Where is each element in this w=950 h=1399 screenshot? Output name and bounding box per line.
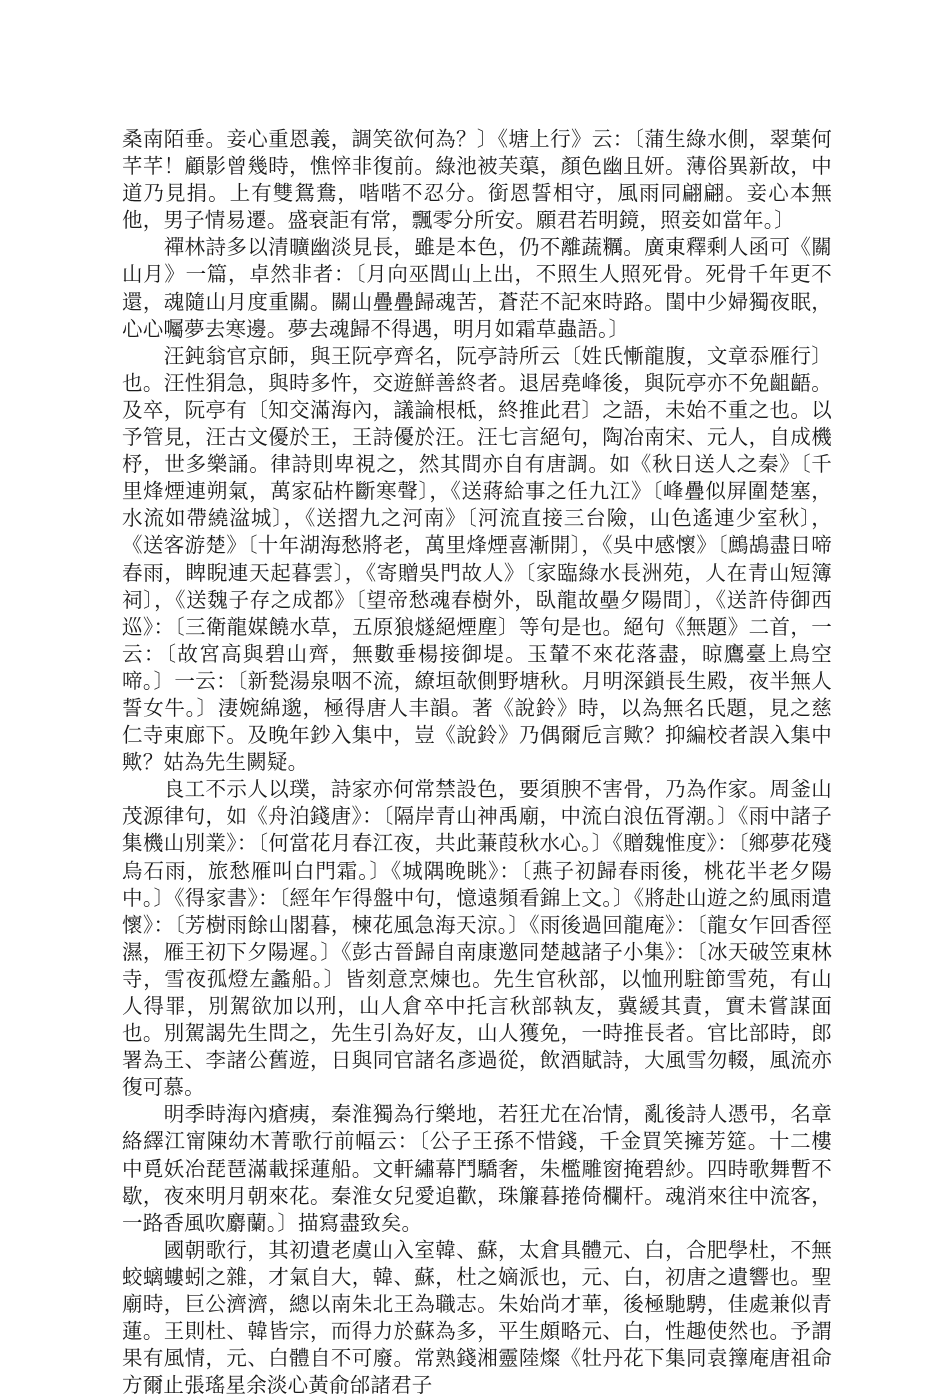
paragraph-2: 禪林詩多以清曠幽淡見長，雖是本色，仍不離蔬糲。廣東釋剩人函可《關山月》一篇，卓然非者：〔月向巫閭山上出，不照生人照死骨。死骨千年更不還，魂隨山月度重關。關山疊疊歸魂苦，蒼茫不記來時路。閨中少婦獨夜眠，心心囑夢去寒邊。夢去魂歸不得遇，明月如霜草蟲語。〕 [122, 235, 832, 341]
paragraph-5: 明季時海內瘡痍，秦淮獨為行樂地，若狂尤在冶情，亂後詩人憑弔，名章絡繹江甯陳幼木菁歌行前幅云：〔公子王孫不惜錢，千金買笑擁芳筵。十二樓中覓妖冶琵琶滿載採蓮船。文軒繡幕鬥驕奢，朱檻雕窗掩碧紗。四時歌舞暫不歇，夜來明月朝來花。秦淮女兒愛追歡，珠簾暮捲倚欄杆。魂消來往中流客，一路香風吹麝蘭。〕描寫盡致矣。 [122, 1102, 832, 1235]
paragraph-4: 良工不示人以璞，詩家亦何常禁設色，要須腴不害骨，乃為作家。周釜山茂源律句，如《舟泊錢唐》：〔隔岸青山神禹廟，中流白浪伍胥潮。〕《雨中諸子集機山別業》：〔何當花月春江夜，共此蒹葭秋水心。〕《贈魏惟度》：〔鄉夢花殘烏石雨，旅愁雁叫白門霜。〕《城隅晚眺》：〔燕子初歸春雨後，桃花半老夕陽中。〕《得家書》：〔經年乍得盤中句，憶遠頻看錦上文。〕《將赴山遊之約風雨遣懷》：〔芳樹雨餘山閣暮，楝花風急海天涼。〕《雨後過回龍庵》：〔龍女乍回香徑濕，雁王初下夕陽遲。〕《彭古晉歸自南康邀同楚越諸子小集》：〔冰天破笠東林寺，雪夜孤燈左蠡船。〕皆刻意烹煉也。先生官秋部，以恤刑駐節雪苑，有山人得罪，別駕欲加以刑，山人倉卒中托言秋部執友，冀緩其責，實未嘗謀面也。別駕謁先生問之，先生引為好友，山人獲免，一時推長者。官比部時，郎署為王、李諸公舊遊，日與同官諸名彥過從，飲酒賦詩，大風雪勿輟，風流亦復可慕。 [122, 777, 832, 1100]
paragraph-6: 國朝歌行，其初遺老虞山入室韓、蘇，太倉具體元、白，合肥學杜，不無蛟螭螻蚓之雜，才氣自大，韓、蘇，杜之嫡派也，元、白，初唐之遺響也。聖廟時，巨公濟濟，總以南朱北王為職志。朱始尚才華，後極馳騁，佳處兼似青蓮。王則杜、韓皆宗，而得力於蘇為多，平生頗略元、白，性趣使然也。予謂果有風情，元、白體自不可廢。常熟錢湘靈陸燦《牡丹花下集同袁籜庵唐祖命方爾止張瑤星余淡心黃俞邰諸君子 [122, 1237, 832, 1398]
page-body [122, 126, 832, 1399]
paragraph-1: 桑南陌垂。妾心重恩義，調笑欲何為？〕《塘上行》云：〔蒲生綠水側，翠葉何芊芊！顧影曾幾時，憔悴非復前。綠池被芙蕖，顏色幽且妍。薄俗異新故，中道乃見捐。上有雙鴛鴦，喈喈不忍分。銜恩誓相守，風雨同翩翩。妾心本無他，男子情易遷。盛衰詎有常，飄零分所安。願君若明鏡，照妾如當年。〕 [122, 127, 832, 233]
paragraph-3: 汪鈍翁官京師，與王阮亭齊名，阮亭詩所云〔姓氏慚龍腹，文章忝雁行〕也。汪性狷急，與時多忤，交遊鮮善終者。退居堯峰後，與阮亭亦不免齟齬。及卒，阮亭有〔知交滿海內，議論根柢，終推此君〕之語，未始不重之也。以予管見，汪古文優於王，王詩優於汪。汪七言絕句，陶冶南宋、元人，自成機杼，世多樂誦。律詩則卑視之，然其間亦自有唐調。如《秋日送人之秦》〔千里烽煙連朔氣，萬家砧杵斷寒聲〕，《送蔣給事之任九江》〔峰疊似屏圍楚塞，水流如帶繞湓城〕，《送摺九之河南》〔河流直接三台險，山色遙連少室秋〕，《送客游楚》〔十年湖海愁將老，萬里烽煙喜漸開〕，《吳中感懷》〔鷓鴣盡日啼春雨，睥睨連天起暮雲〕，《寄贈吳門故人》〔家臨綠水長洲苑，人在青山短簿祠〕，《送魏子存之成都》〔望帝愁魂春樹外，臥龍故壘夕陽間〕，《送許侍御西巡》：〔三衛龍媒饒水草，五原狼燧絕煙塵〕等句是也。絕句《無題》二首，一云：〔故宮高與碧山齊，無數垂楊接御堤。玉輦不來花落盡，晾鷹臺上鳥空啼。〕一云：〔新甃湯泉咽不流，繚垣欹側野塘秋。月明深鎖長生殿，夜半無人誓女牛。〕淒婉綿邈，極得唐人丰韻。著《說鈴》時，以為無名氏題，見之慈仁寺東廊下。及晚年鈔入集中，豈《說鈴》乃偶爾卮言歟？抑編校者誤入集中歟？姑為先生闕疑。 [122, 343, 832, 775]
